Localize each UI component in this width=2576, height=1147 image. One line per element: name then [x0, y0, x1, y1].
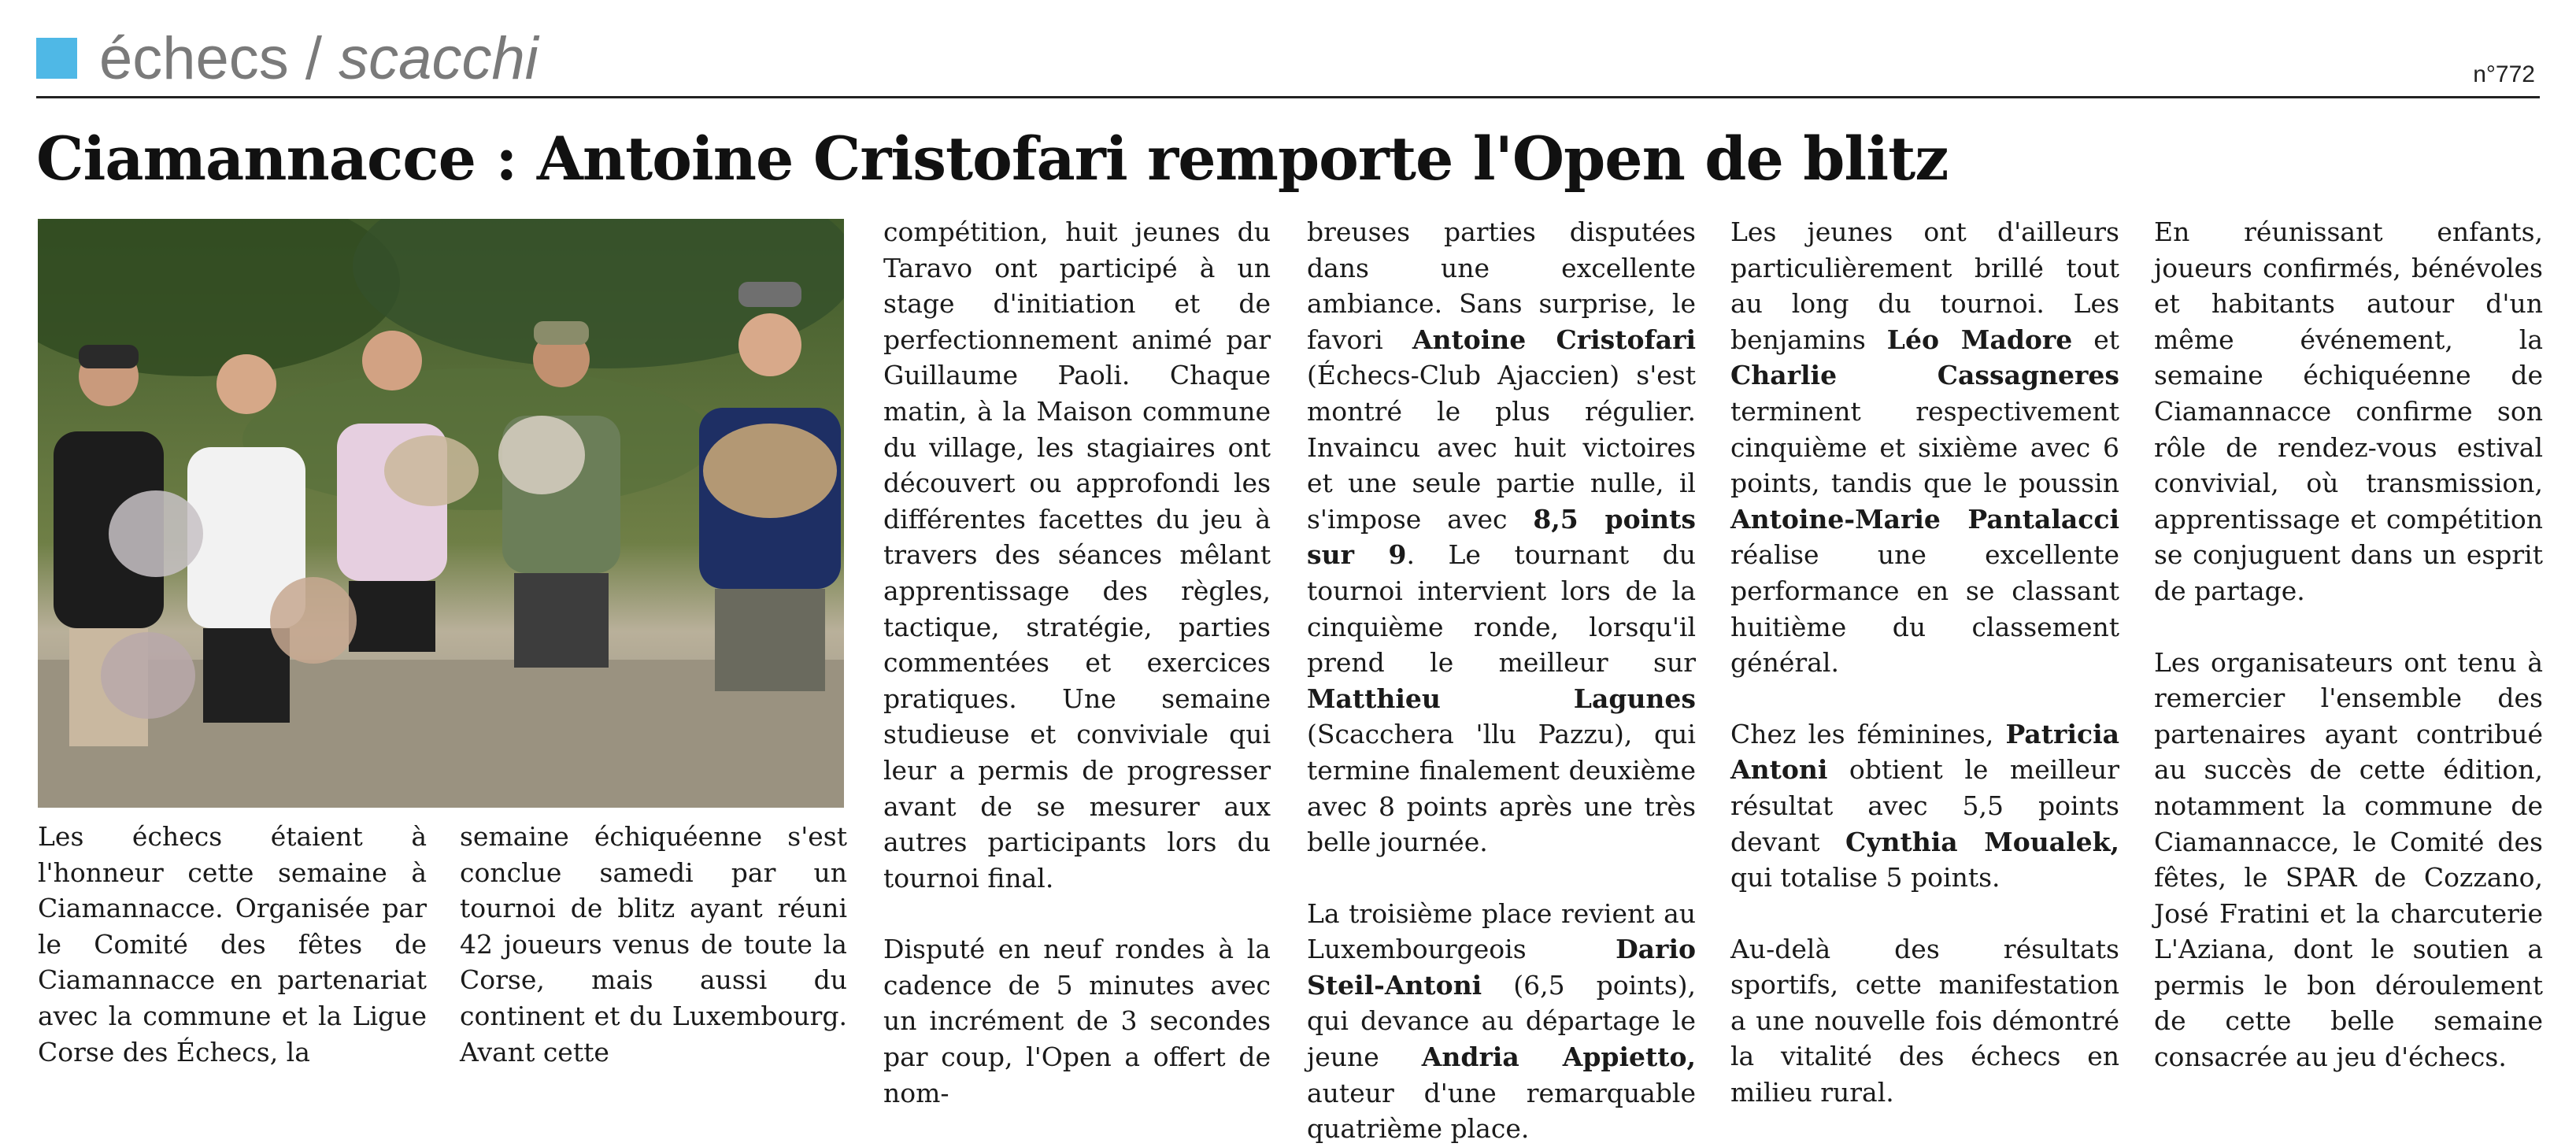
article-column-2 — [460, 819, 847, 1070]
text-run: Au-delà des résultats sportifs, cette manifestation a une nouvelle fois démontré la vitalité des échecs en milieu rural. — [1730, 933, 2119, 1108]
section-rubric — [36, 19, 539, 98]
paragraph — [38, 819, 427, 1070]
bold-name: Dario Steil-Antoni — [1307, 934, 1696, 1001]
text-run: et — [2072, 324, 2120, 355]
article-column-1 — [38, 819, 427, 1070]
bold-name: Antoine Cristofari — [1412, 324, 1697, 355]
text-run: compétition, huit jeunes du Taravo ont participé à un stage d'initiation et de perfectionnement animé par Guillaume Paoli. Chaque matin, à la Maison commune du village, les stagiaires ont découvert ou approfondi les différentes facettes du jeu à travers des séances mêlant apprentissage des règles, tactique, stratégie, parties commentées et exercices pratiques. Une semaine studieuse et conviviale qui leur a permis de progresser avant de se mesurer aux autres participants lors du tournoi final. — [883, 216, 1271, 894]
text-run: La troisième place revient au Luxembourgeois — [1307, 897, 1696, 965]
paragraph — [1730, 716, 2119, 896]
award-photo-image — [38, 219, 844, 808]
text-run: obtient le meilleur résultat avec 5,5 points devant — [1730, 754, 2119, 857]
bold-name: Cynthia Moualek, — [1845, 826, 2119, 857]
text-run: breuses parties disputées dans une excellente ambiance. Sans surprise, le favori — [1307, 216, 1696, 355]
bold-name: 8,5 points sur 9 — [1307, 503, 1696, 571]
bold-name: Andria Appietto, — [1421, 1042, 1696, 1073]
text-run: auteur d'une remarquable quatrième place. — [1307, 1077, 1696, 1145]
text-run: Les organisateurs ont tenu à remercier l'ensemble des partenaires ayant contribué au succès de cette édition, notamment la commune de Ciamannacce, le Comité des fêtes, le SPAR de Cozzano, José Fratini et la charcuterie L'Aziana, dont le soutien a permis le bon déroulement de cette belle semaine consacrée au jeu d'échecs. — [2154, 646, 2543, 1073]
article-column-5 — [1730, 214, 2119, 1111]
text-run: Les échecs étaient à l'honneur cette semaine à Ciamannacce. Organisée par le Comité des fêtes de Ciamannacce en partenariat avec la commune et la Ligue Corse des Échecs, la — [38, 821, 427, 1067]
rubric-square-icon — [36, 38, 77, 79]
issue-number: n°772 — [2473, 61, 2535, 87]
paragraph — [1307, 896, 1696, 1147]
paragraph — [2154, 214, 2543, 609]
rubric-text — [99, 24, 539, 93]
text-run: terminent respectivement cinquième et sixième avec 6 points, tandis que le poussin — [1730, 395, 2119, 499]
article-column-3 — [883, 214, 1271, 1111]
paragraph — [883, 931, 1271, 1111]
bold-name: Patricia Antoni — [1730, 718, 2119, 786]
header-rule — [36, 96, 2540, 98]
text-run: (Scacchera 'llu Pazzu), qui termine finalement deuxième avec 8 points après une très belle journée. — [1307, 719, 1696, 858]
bold-name: Charlie Cassagneres — [1730, 360, 2119, 391]
text-run: Disputé en neuf rondes à la cadence de 5 minutes avec un incrément de 3 secondes par coup, l'Open a offert de nom- — [883, 934, 1271, 1108]
paragraph — [883, 214, 1271, 896]
bold-name: Léo Madore — [1886, 324, 2073, 355]
text-run: (6,5 points), qui devance au départage le jeune — [1307, 969, 1696, 1073]
paragraph — [1730, 931, 2119, 1111]
article-column-6 — [2154, 214, 2543, 1075]
paragraph — [1730, 214, 2119, 681]
text-run: (Échecs-Club Ajaccien) s'est montré le plus régulier. Invaincu avec huit victoires et une seule partie nulle, il s'impose avec — [1307, 360, 1696, 535]
text-run: . Le tournant du tournoi intervient lors de la cinquième ronde, lorsqu'il prend le meilleur sur — [1307, 539, 1696, 679]
article-column-4 — [1307, 214, 1696, 1147]
text-run: En réunissant enfants, joueurs confirmés, bénévoles et habitants autour d'un même événement, la semaine échiquéenne de Ciamannacce confirme son rôle de rendez-vous estival convivial, où transmission, apprentissage et compétition se conjuguent dans un esprit de partage. — [2154, 216, 2543, 606]
bold-name: Matthieu Lagunes — [1307, 683, 1696, 714]
text-run: Chez les féminines, — [1730, 718, 2006, 749]
rubric-corsican: scacchi — [339, 24, 539, 92]
text-run: réalise une excellente performance en se classant huitième du classement général. — [1730, 539, 2119, 679]
article-headline: Ciamannacce : Antoine Cristofari remporte l'Open de blitz — [36, 124, 1949, 194]
paragraph — [1307, 214, 1696, 860]
rubric-separator: / — [288, 24, 339, 92]
article-photo — [38, 219, 844, 808]
paragraph — [2154, 645, 2543, 1075]
rubric-french: échecs — [99, 24, 289, 92]
text-run: semaine échiquéenne s'est conclue samedi par un tournoi de blitz ayant réuni 42 joueurs venus de toute la Corse, mais aussi du continent et du Luxembourg. Avant cette — [460, 821, 847, 1067]
text-run: Les jeunes ont d'ailleurs particulièrement brillé tout au long du tournoi. Les benjamins — [1730, 216, 2119, 355]
bold-name: Antoine-Marie Pantalacci — [1730, 503, 2119, 535]
paragraph — [460, 819, 847, 1070]
text-run: qui totalise 5 points. — [1730, 862, 2000, 894]
